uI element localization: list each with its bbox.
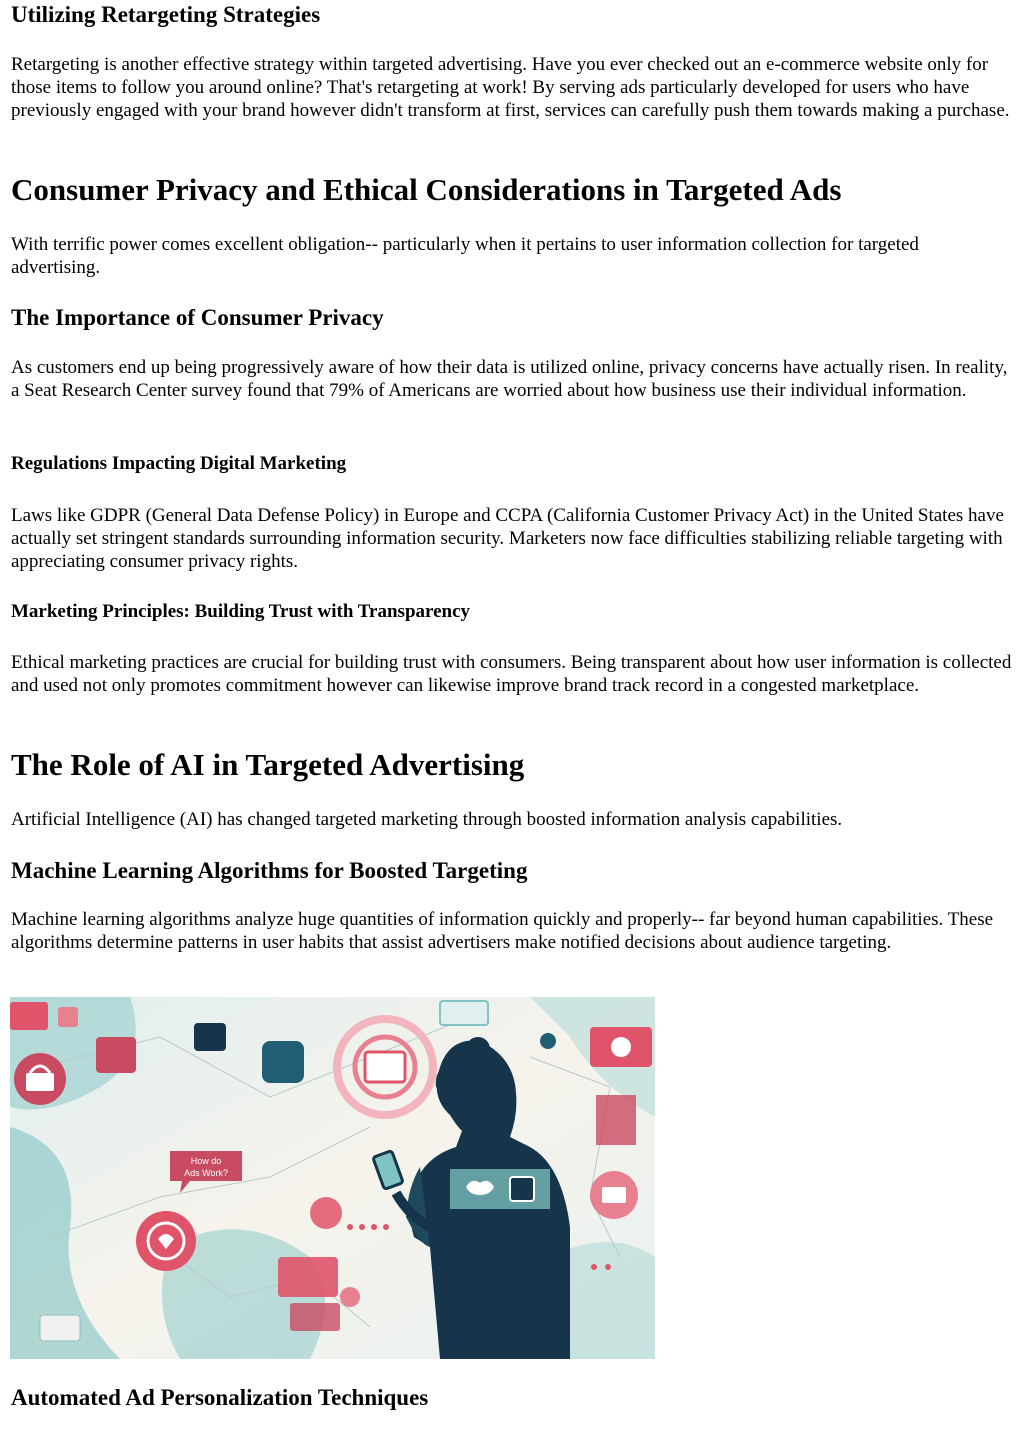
bubble-text-line2: Ads Work? [184,1168,228,1178]
regulations-paragraph: Laws like GDPR (General Data Defense Policy) in Europe and CCPA (California Customer Privacy Act) in the United States have actually set stringent standards surrounding information security. Marketers now face difficulties stabilizing reliable targeting with appreciating consumer privacy rights. [11,505,1004,572]
importance-heading: The Importance of Consumer Privacy [11,305,384,330]
principles-paragraph: Ethical marketing practices are crucial for building trust with consumers. Being transparent about how user information is collected and used not only promotes commitment however can likewise improve brand track record in a congested marketplace. [11,652,1012,696]
ml-paragraph: Machine learning algorithms analyze huge quantities of information quickly and properly-- far beyond human capabilities. These algorithms determine patterns in user habits that assist advertisers make notified decisions about audience targeting. [11,909,994,953]
tablet-icon [510,1177,534,1201]
tile-icon-1 [10,1002,48,1030]
ai-paragraph: Artificial Intelligence (AI) has changed targeted marketing through boosted information analysis capabilities. [11,809,843,830]
tile-icon-2 [58,1007,78,1027]
regulations-heading: Regulations Impacting Digital Marketing [11,453,347,474]
privacy-heading: Consumer Privacy and Ethical Considerations in Targeted Ads [11,172,842,207]
ad-targeting-illustration [10,997,655,1359]
heart-badge-icon [136,1211,196,1271]
device-screen-1 [278,1257,338,1297]
ml-heading: Machine Learning Algorithms for Boosted Targeting [11,858,528,883]
shopping-basket-icon [14,1053,66,1105]
importance-paragraph: As customers end up being progressively aware of how their data is utilized online, privacy concerns have actually risen. In reality, a Seat Research Center survey found that 79% of Americans are worried about how business use their individual information. [11,357,1008,401]
product-tile-icon [96,1037,136,1073]
retargeting-heading: Utilizing Retargeting Strategies [11,2,321,27]
device-screen-3 [40,1315,80,1341]
retargeting-paragraph: Retargeting is another effective strategy within targeted advertising. Have you ever checked out an e-commerce website only for those items to follow you around online? That's retargeting at work! By serving ads particularly developed for users who have previously engaged with your brand however didn't transform at first, services can carefully push them towards making a purchase. [11,54,1010,121]
online-shop-icon [365,1052,405,1082]
share-icon [262,1041,304,1083]
principles-heading: Marketing Principles: Building Trust with Transparency [11,601,471,622]
ai-heading: The Role of AI in Targeted Advertising [11,747,525,782]
personalization-heading: Automated Ad Personalization Techniques [11,1385,429,1410]
pixel-tile-icon [596,1095,636,1145]
chat-icon [194,1023,226,1051]
up-arrow-icon [540,1033,556,1049]
wave-icon [440,1001,488,1025]
privacy-paragraph: With terrific power comes excellent obligation-- particularly when it pertains to user information collection for targeted advertising. [11,234,919,278]
bubble-text-line1: How do [190,1156,222,1166]
device-screen-2 [290,1303,340,1331]
